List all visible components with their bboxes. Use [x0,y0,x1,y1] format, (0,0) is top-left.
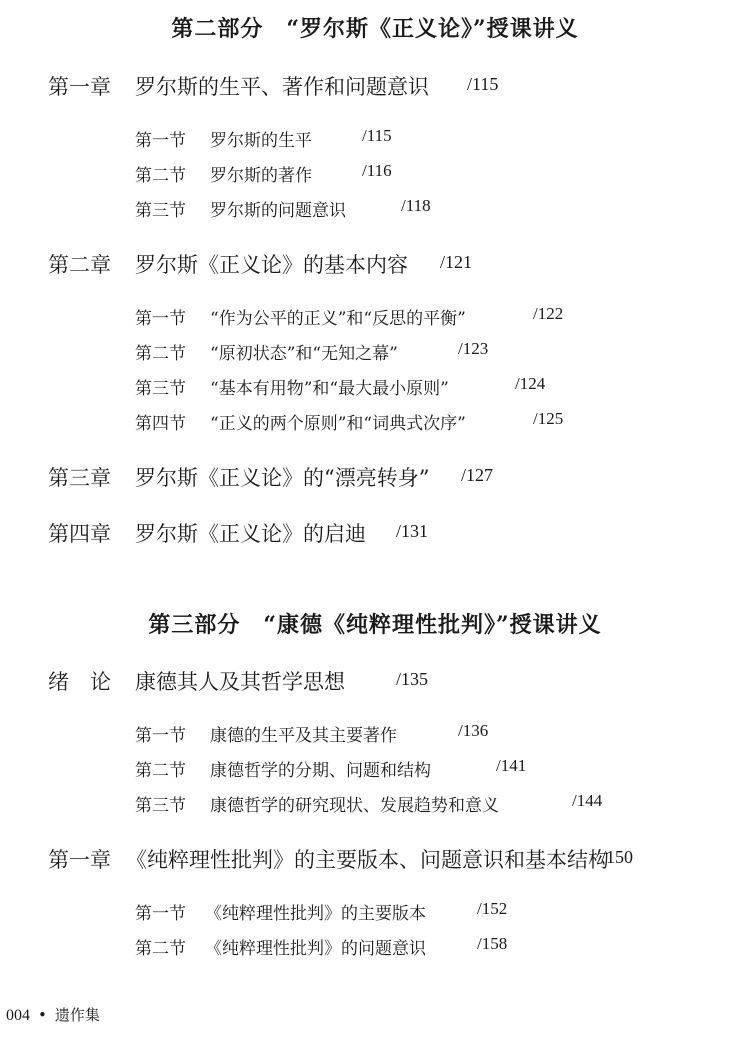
chapter-label: 第二章 [48,253,111,277]
section-page: /122 [533,304,564,323]
section-page: /141 [496,756,527,775]
section-label: 第二节 [135,166,186,186]
section-page: /124 [515,374,546,393]
section-title: 罗尔斯的问题意识 [210,201,346,221]
section-page: /144 [572,791,603,810]
section-title: 罗尔斯的生平 [210,131,312,151]
section-label: 第三节 [135,379,186,399]
chapter-page: /115 [467,74,499,94]
section-label: 第二节 [135,939,186,959]
section-title: “原初状态”和“无知之幕” [210,344,398,364]
section-title: 康德的生平及其主要著作 [210,726,397,746]
section-page: /115 [362,126,392,145]
section-label: 第三节 [135,201,186,221]
section-page: /125 [533,409,564,428]
section-title: “基本有用物”和“最大最小原则” [210,379,449,399]
section-label: 第二节 [135,761,186,781]
page-footer [6,1004,100,1025]
section-page: /136 [458,721,489,740]
section-title: 《纯粹理性批判》的主要版本 [205,904,426,924]
section-page: /158 [477,934,508,953]
page-number: 004 [6,1007,30,1024]
chapter-title: 《纯粹理性批判》的主要版本、问题意识和基本结构 [126,848,609,872]
part-title: 第三部分 “康德《纯粹理性批判》”授课讲义 [148,612,602,638]
section-page: /152 [477,899,508,918]
chapter-label: 第一章 [48,75,111,99]
section-title: “作为公平的正义”和“反思的平衡” [210,309,466,329]
chapter-label: 第四章 [48,522,111,546]
part-title: 第二部分 “罗尔斯《正义论》”授课讲义 [171,16,579,42]
chapter-label: 绪 论 [48,670,111,694]
section-page: /116 [362,161,392,180]
section-title: 康德哲学的分期、问题和结构 [210,761,431,781]
section-title: 《纯粹理性批判》的问题意识 [205,939,426,959]
section-label: 第一节 [135,131,186,151]
section-title: 康德哲学的研究现状、发展趋势和意义 [210,796,499,816]
chapter-label: 第一章 [48,848,111,872]
chapter-title: 康德其人及其哲学思想 [135,670,345,694]
chapter-page: /150 [601,847,634,867]
chapter-title: 罗尔斯《正义论》的“漂亮转身” [135,466,430,490]
section-label: 第四节 [135,414,186,434]
chapter-page: /135 [396,669,429,689]
book-title: 遗作集 [54,1006,100,1024]
chapter-label: 第三章 [48,466,111,490]
section-label: 第三节 [135,796,186,816]
footer-separator: • [38,1006,47,1024]
section-label: 第二节 [135,344,186,364]
section-title: “正义的两个原则”和“词典式次序” [210,414,466,434]
section-title: 罗尔斯的著作 [210,166,312,186]
chapter-page: /131 [396,521,429,541]
section-page: /123 [458,339,489,358]
chapter-title: 罗尔斯《正义论》的启迪 [135,522,366,546]
section-label: 第一节 [135,309,186,329]
chapter-page: /121 [440,252,473,272]
section-label: 第一节 [135,904,186,924]
chapter-page: /127 [461,465,494,485]
chapter-title: 罗尔斯的生平、著作和问题意识 [135,75,429,99]
chapter-title: 罗尔斯《正义论》的基本内容 [135,253,408,277]
section-label: 第一节 [135,726,186,746]
section-page: /118 [401,196,431,215]
